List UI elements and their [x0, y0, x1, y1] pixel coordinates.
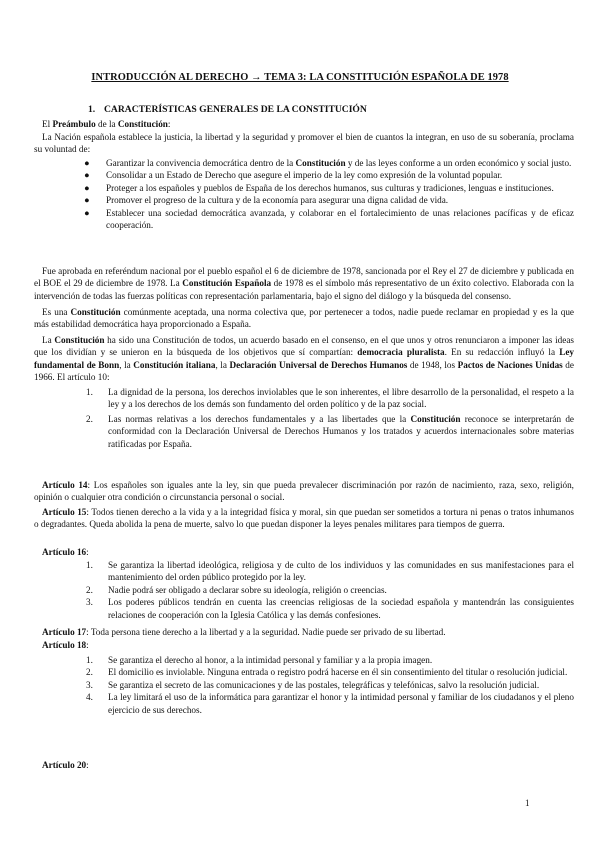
- text-run: de la: [95, 119, 118, 129]
- articulo-16-list: [86, 559, 574, 621]
- text-run: Las normas relativas a los derechos fundamentales y a las libertades que la: [108, 413, 411, 424]
- paragraph-consenso: [34, 334, 574, 384]
- text-run: Fue aprobada en referéndum nacional por el pueblo español el 6 de diciembre de 1978, sancionada por el Rey el 27 de diciembre y publicada en el BOE el 29 de diciembre de 1978. La: [34, 266, 574, 289]
- text-run: y de las leyes conforme a un orden económico y social justo.: [345, 158, 572, 168]
- list-item: [86, 666, 574, 678]
- text-run: : Todos tienen derecho a la vida y a la integridad física y moral, sin que puedan ser sometidos a tortura ni penas o tratos inhumanos o degradantes. Queda abolida la pena de muerte, salvo lo que puedan disponer la leyes penales militares para tiempos de guerra.: [34, 507, 574, 530]
- text-run: . En su redacción influyó la: [444, 347, 560, 358]
- article-label: Artículo 18: [42, 640, 87, 650]
- text-run: Se garantiza el secreto de las comunicaciones y de las postales, telegráficas y telefónicas, salvo la resolución judicial.: [108, 679, 540, 690]
- text-run-bold: Constitución: [410, 413, 461, 424]
- item-number: 1.: [86, 655, 93, 665]
- text-run-bold: Constitución: [295, 158, 346, 168]
- text-run: , la: [119, 359, 134, 370]
- articulo-16-heading: [34, 546, 574, 558]
- articulo-18-list: [86, 654, 574, 716]
- list-item: [82, 169, 574, 181]
- text-run: La dignidad de la persona, los derechos inviolables que le son inherentes, el libre desarrollo de la personalidad, el respeto a la ley y a los derechos de los demás son fundamento del orden político y de la paz social.: [108, 387, 574, 410]
- text-run-bold: Constitución Española: [182, 278, 272, 289]
- list-item: [86, 679, 574, 691]
- article-label: Artículo 15: [42, 507, 87, 517]
- list-item: [82, 207, 574, 232]
- bullet-icon: ●: [84, 182, 90, 193]
- article-label: Artículo 20: [42, 760, 87, 770]
- list-item: [86, 584, 574, 596]
- text-run: :: [86, 640, 89, 650]
- list-item: [82, 194, 574, 206]
- articulo-20-heading: [34, 759, 574, 771]
- item-number: 3.: [86, 679, 93, 690]
- text-run: , la: [215, 359, 230, 370]
- item-number: 3.: [86, 597, 93, 608]
- text-run: Garantizar la convivencia democrática dentro de la: [106, 158, 296, 168]
- item-number: 2.: [86, 413, 93, 424]
- paragraph-aprobacion: [34, 265, 574, 302]
- paragraph-aceptada: [34, 306, 574, 331]
- articulo-14: [34, 479, 574, 504]
- item-number: 1.: [86, 560, 93, 570]
- document-title: INTRODUCCIÓN AL DERECHO → TEMA 3: LA CONSTITUCIÓN ESPAÑOLA DE 1978: [91, 72, 509, 83]
- articulo-15: [34, 506, 574, 531]
- text-run: Se garantiza la libertad ideológica, religiosa y de culto de los individuos y las comunidades en sus manifestaciones para el mantenimiento del orden público protegido por la ley.: [108, 560, 574, 583]
- text-run-bold: Preámbulo: [52, 119, 96, 129]
- text-run: El: [42, 119, 53, 129]
- articulo-17: [34, 626, 574, 638]
- text-run-bold: Constitución: [54, 335, 105, 345]
- text-run: Los poderes públicos tendrán en cuenta las creencias religiosas de la sociedad española y mantendrán las consiguientes relaciones de cooperación con la Iglesia Católica y las demás confesiones.: [108, 597, 574, 620]
- text-run: :: [167, 119, 171, 129]
- list-item: [82, 182, 574, 194]
- article-label: Artículo 17: [42, 627, 87, 637]
- item-number: 2.: [86, 584, 93, 595]
- text-run: Establecer una sociedad democrática avanzada, y colaborar en el fortalecimiento de unas relaciones pacíficas y de eficaz cooperación.: [106, 207, 574, 231]
- text-run: : Los españoles son iguales ante la ley, sin que pueda prevalecer discriminación por razón de nacimiento, raza, sexo, religión, opinión o cualquier otra condición o circunstancia personal o social.: [34, 480, 574, 503]
- item-number: 1.: [86, 387, 93, 397]
- articulo-18-heading: [34, 639, 574, 651]
- item-number: 4.: [86, 692, 93, 703]
- text-run: :: [86, 760, 89, 770]
- text-run: Proteger a los españoles y pueblos de España de los derechos humanos, sus culturas y tradiciones, lenguas e instituciones.: [106, 182, 554, 193]
- list-item: [82, 157, 574, 169]
- text-run: de 1966. El artículo 10:: [34, 359, 574, 383]
- article-label: Artículo 14: [42, 480, 88, 490]
- text-run: : Toda persona tiene derecho a la libertad y a la seguridad. Nadie puede ser privado de su libertad.: [86, 627, 446, 637]
- text-run-bold: Constitución italiana: [133, 359, 216, 370]
- text-run: de 1978 es el símbolo más representativo de un éxito colectivo. Elaborada con la intervención de todas las fuerzas políticas con representación parlamentaria, bajo el signo del diálogo y la búsqueda del consenso.: [34, 278, 574, 301]
- text-run-bold: Constitución: [117, 119, 168, 129]
- text-run: Promover el progreso de la cultura y de la economía para asegurar una digna calidad de vida.: [106, 195, 449, 206]
- article-label: Artículo 16: [42, 547, 87, 557]
- text-run-bold: Declaración Universal de Derechos Humanos: [229, 359, 408, 370]
- text-run-bold: democracia pluralista: [357, 347, 445, 358]
- preambulo-heading: [34, 118, 574, 130]
- preambulo-intro: La Nación española establece la justicia, la libertad y la seguridad y promover el bien de cuantos la integran, en uso de su soberanía, proclama su voluntad de:: [34, 132, 574, 155]
- text-run: La ley limitará el uso de la informática para garantizar el honor y la intimidad personal y familiar de los ciudadanos y el pleno ejercicio de sus derechos.: [108, 692, 574, 715]
- list-item: [86, 386, 574, 411]
- list-item: [86, 691, 574, 716]
- text-run-bold: Pactos de Naciones Unidas: [457, 359, 563, 370]
- list-item: [86, 559, 574, 584]
- bullet-icon: ●: [84, 195, 90, 206]
- bullet-icon: ●: [84, 207, 90, 218]
- text-run: de 1948, los: [407, 359, 458, 370]
- list-item: [86, 596, 574, 621]
- text-run: El domicilio es inviolable. Ninguna entrada o registro podrá hacerse en él sin consentimiento del titular o resolución judicial.: [108, 667, 568, 678]
- item-number: 2.: [86, 667, 93, 678]
- text-run: comúnmente aceptada, una norma colectiva que, por pertenecer a todos, nadie puede reclamar en propiedad y es la que más estabilidad democrática haya proporcionado a España.: [34, 307, 574, 330]
- text-run: Consolidar a un Estado de Derecho que asegure el imperio de la ley como expresión de la voluntad popular.: [106, 170, 503, 181]
- text-run: ha sido una Constitución de todos, un acuerdo basado en el consenso, en el que unos y otros renunciaron a imponer las ideas que los dividían y se unieron en la búsqueda de los objetivos que sí compartían:: [34, 335, 574, 358]
- text-run-bold: Ley fundamental de Bonn: [34, 347, 575, 370]
- articulo-10-list: [86, 386, 574, 450]
- text-run: :: [86, 547, 89, 557]
- list-item: [86, 413, 574, 450]
- text-run: Es una: [42, 307, 71, 317]
- text-run: Nadie podrá ser obligado a declarar sobre su ideología, religión o creencias.: [108, 584, 387, 595]
- section-number: 1.: [88, 104, 96, 115]
- bullet-icon: ●: [84, 170, 90, 181]
- section-heading: [88, 104, 367, 116]
- bullet-icon: ●: [84, 158, 90, 168]
- text-run-bold: Constitución: [70, 307, 121, 317]
- list-item: [86, 654, 574, 666]
- page-number: 1: [525, 798, 530, 808]
- text-run: reconoce se interpretarán de conformidad con la Declaración Universal de Derechos Humanos y los tratados y acuerdos internacionales sobre materias ratificadas por España.: [108, 413, 574, 449]
- text-run: Se garantiza el derecho al honor, a la intimidad personal y familiar y a la propia imagen.: [108, 655, 433, 665]
- text-run: La: [42, 335, 55, 345]
- preambulo-list: [82, 157, 574, 231]
- section-title: CARACTERÍSTICAS GENERALES DE LA CONSTITUCIÓN: [104, 104, 367, 115]
